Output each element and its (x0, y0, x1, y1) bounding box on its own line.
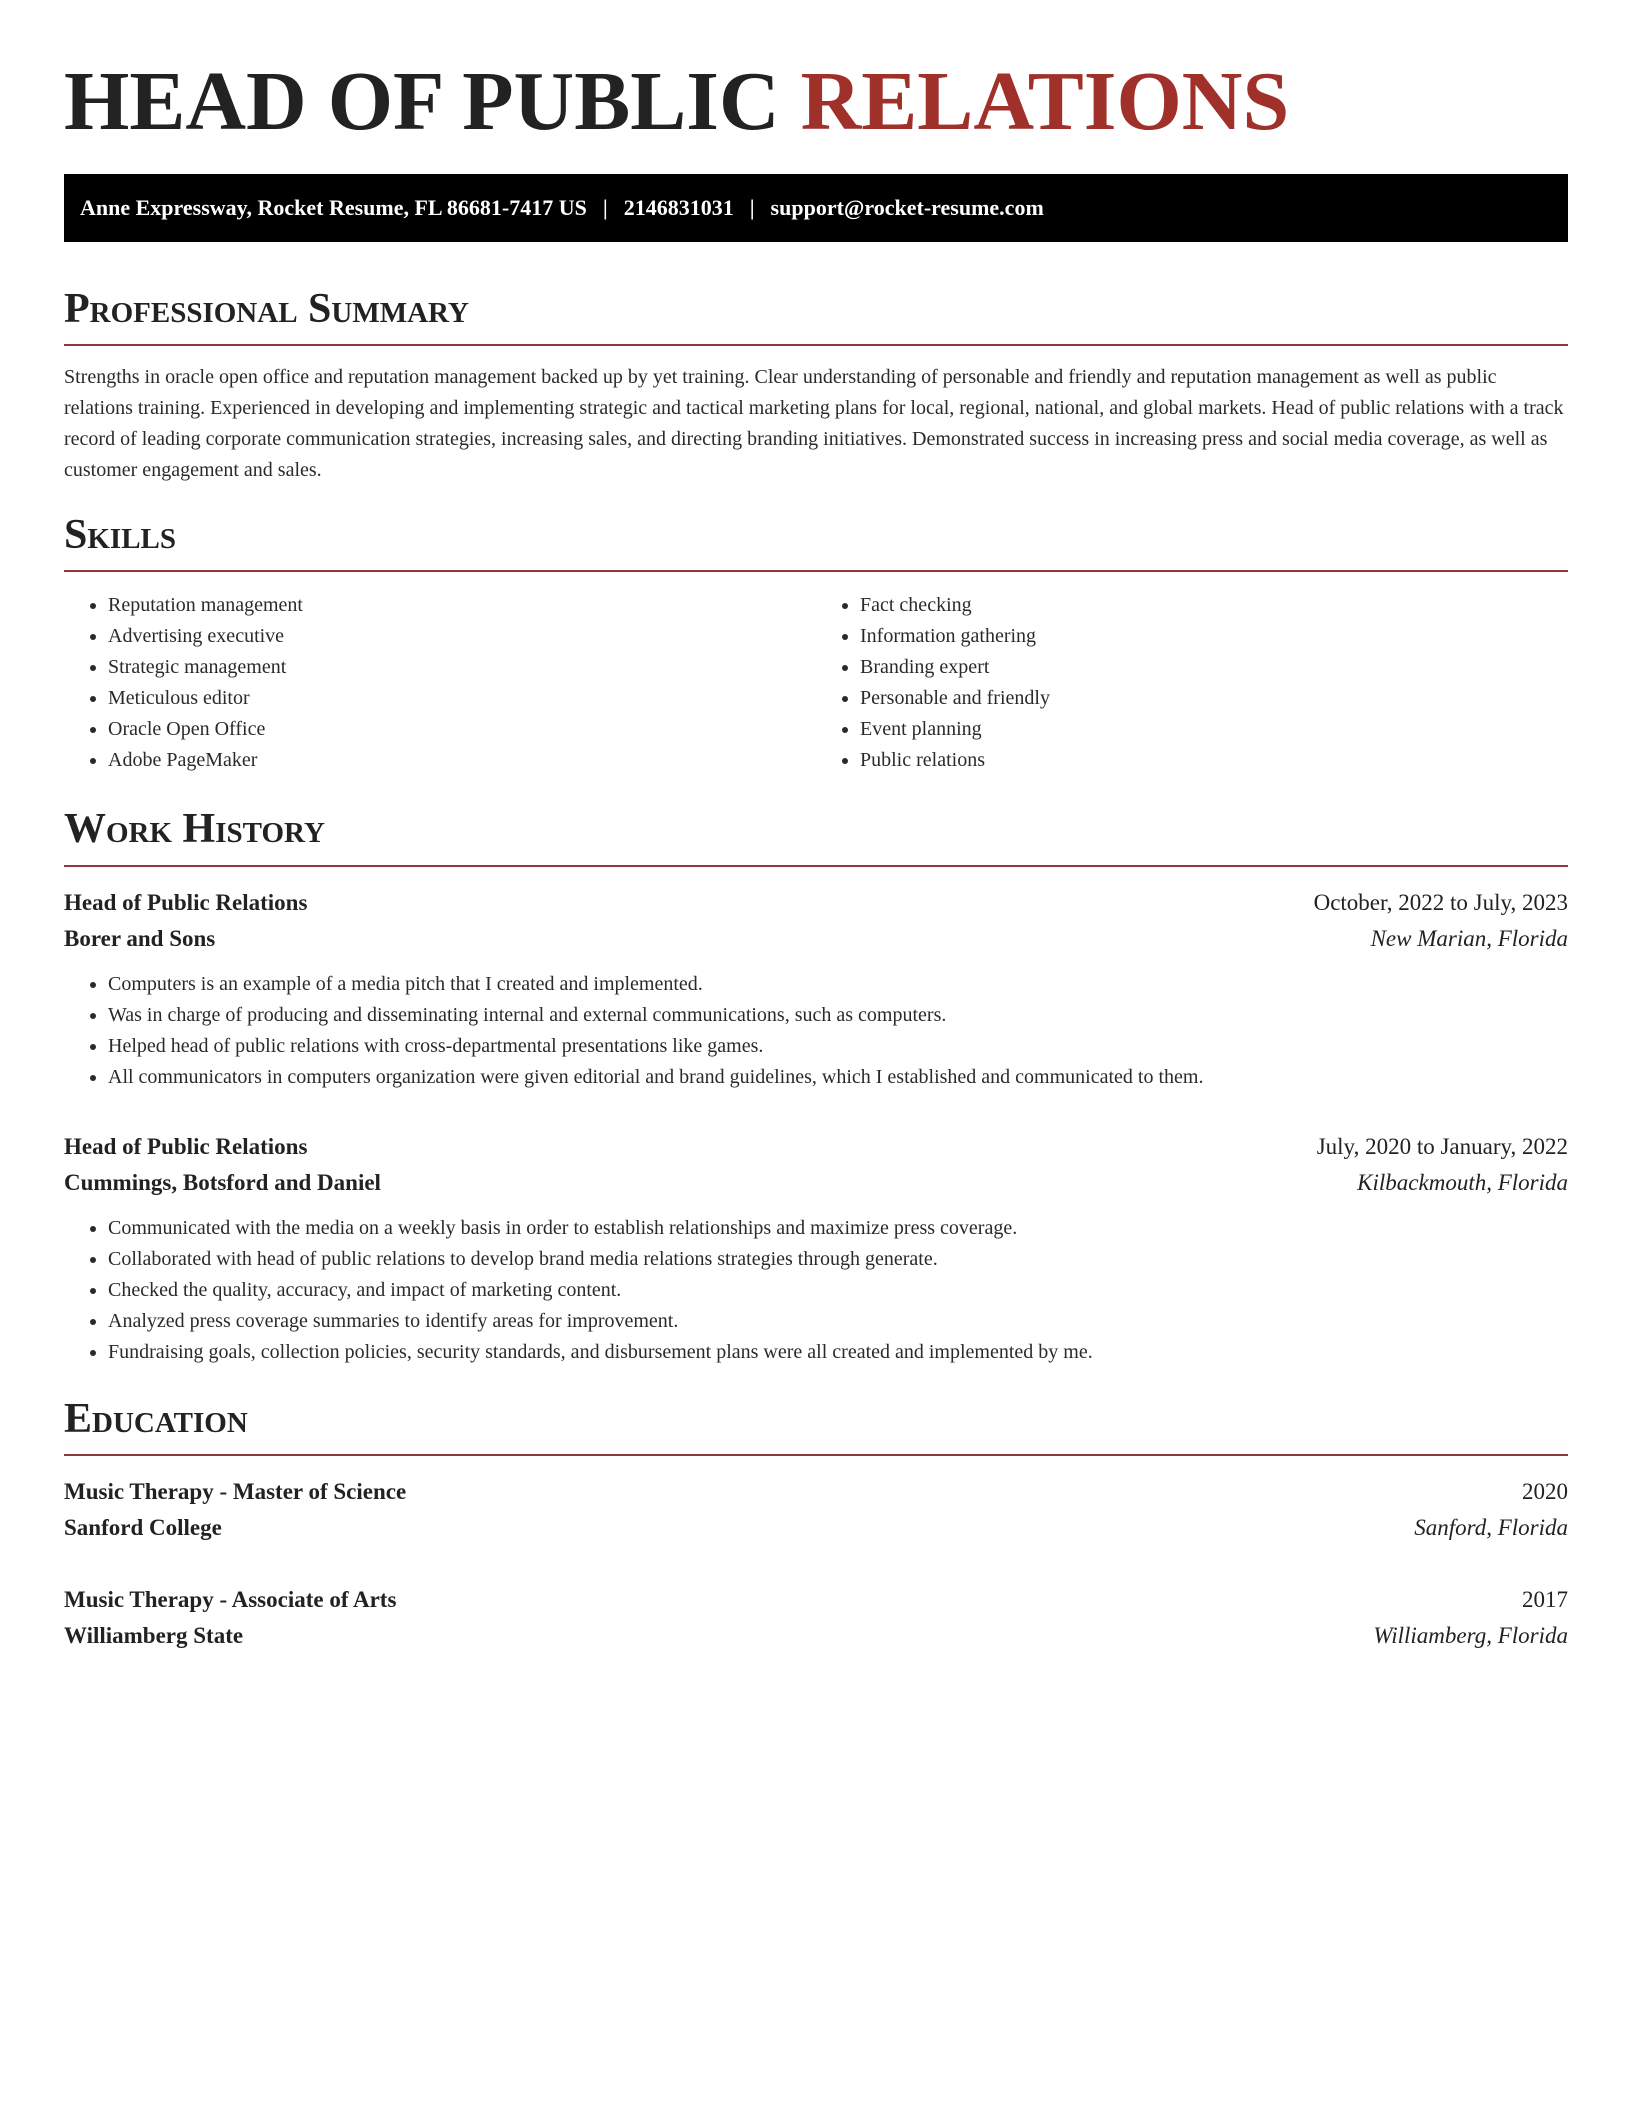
school: Sanford College (64, 1514, 222, 1540)
job-title-row (64, 885, 1568, 921)
degree: Music Therapy - Master of Science (64, 1478, 407, 1504)
job-company-row (64, 921, 1568, 957)
job-company: Cummings, Botsford and Daniel (64, 1169, 381, 1195)
school-row (64, 1510, 1568, 1546)
job-bullet: • Helped head of public relations with cross-departmental presentations like games. (108, 1031, 1568, 1062)
school-row (64, 1618, 1568, 1654)
job-dates: October, 2022 to July, 2023 (1313, 889, 1568, 915)
graduation-year: 2017 (1522, 1586, 1568, 1612)
job-bullets (64, 1213, 1568, 1368)
skill-item: • Strategic management (108, 652, 816, 683)
skills-column-left (64, 590, 816, 776)
contact-separator: | (602, 195, 608, 221)
degree-row (64, 1582, 1568, 1618)
job-bullets (64, 969, 1568, 1093)
skill-item: • Adobe PageMaker (108, 745, 816, 776)
title-accent: RELATIONS (800, 55, 1290, 148)
job-dates: July, 2020 to January, 2022 (1316, 1133, 1568, 1159)
summary-text: Strengths in oracle open office and reputation management backed up by yet training. Clear understanding of personable and friendly and reputation management as well as public relations training. Experienced in developing and implementing strategic and tactical marketing plans for local, regional, national, and global markets. Head of public relations with a track record of leading corporate communication strategies, increasing sales, and directing branding initiatives. Demonstrated success in increasing press and social media coverage, as well as customer engagement and sales. (64, 366, 1564, 482)
job-title: Head of Public Relations (64, 1133, 308, 1159)
job-entry (64, 1129, 1568, 1368)
skill-item: • Oracle Open Office (108, 714, 816, 745)
contact-address: Anne Expressway, Rocket Resume, FL 86681-7417 US (80, 195, 587, 221)
skill-item: • Branding expert (860, 652, 1568, 683)
job-company: Borer and Sons (64, 925, 216, 951)
job-bullet: • Analyzed press coverage summaries to identify areas for improvement. (108, 1306, 1568, 1337)
title-main: HEAD OF PUBLIC (64, 55, 780, 148)
contact-separator: | (749, 195, 755, 221)
contact-bar (64, 174, 1568, 242)
degree-row (64, 1474, 1568, 1510)
job-bullet: • Checked the quality, accuracy, and impact of marketing content. (108, 1275, 1568, 1306)
job-location: New Marian, Florida (1370, 925, 1568, 951)
skill-item: • Advertising executive (108, 621, 816, 652)
job-bullet: • Fundraising goals, collection policies, security standards, and disbursement plans were all created and implemented by me. (108, 1337, 1568, 1368)
degree: Music Therapy - Associate of Arts (64, 1586, 397, 1612)
graduation-year: 2020 (1522, 1478, 1568, 1504)
skill-item: • Information gathering (860, 621, 1568, 652)
education-entry (64, 1582, 1568, 1654)
job-bullet: • All communicators in computers organization were given editorial and brand guidelines, which I established and communicated to them. (108, 1062, 1568, 1093)
skill-item: • Personable and friendly (860, 683, 1568, 714)
school-location: Williamberg, Florida (1373, 1622, 1568, 1648)
skill-item: • Reputation management (108, 590, 816, 621)
skill-item: • Public relations (860, 745, 1568, 776)
skill-item: • Meticulous editor (108, 683, 816, 714)
job-title: Head of Public Relations (64, 889, 308, 915)
job-title-row (64, 1129, 1568, 1165)
education-heading: Education (64, 1396, 1568, 1456)
job-location: Kilbackmouth, Florida (1357, 1169, 1568, 1195)
resume-title (64, 0, 1568, 151)
school-location: Sanford, Florida (1414, 1514, 1568, 1540)
job-company-row (64, 1165, 1568, 1201)
skills-list (64, 590, 1568, 776)
job-bullet: • Collaborated with head of public relations to develop brand media relations strategies through generate. (108, 1244, 1568, 1275)
summary-heading: Professional Summary (64, 286, 1568, 346)
job-bullet: • Communicated with the media on a weekly basis in order to establish relationships and maximize press coverage. (108, 1213, 1568, 1244)
skills-heading: Skills (64, 512, 1568, 572)
skill-item: • Event planning (860, 714, 1568, 745)
job-bullet: • Computers is an example of a media pitch that I created and implemented. (108, 969, 1568, 1000)
contact-email[interactable]: support@rocket-resume.com (770, 195, 1044, 221)
skill-item: • Fact checking (860, 590, 1568, 621)
job-entry (64, 885, 1568, 1093)
work-heading: Work History (64, 806, 1568, 866)
education-entry (64, 1474, 1568, 1546)
school: Williamberg State (64, 1622, 244, 1648)
skills-column-right (816, 590, 1568, 776)
job-bullet: • Was in charge of producing and disseminating internal and external communications, such as computers. (108, 1000, 1568, 1031)
contact-phone[interactable]: 2146831031 (623, 195, 734, 221)
